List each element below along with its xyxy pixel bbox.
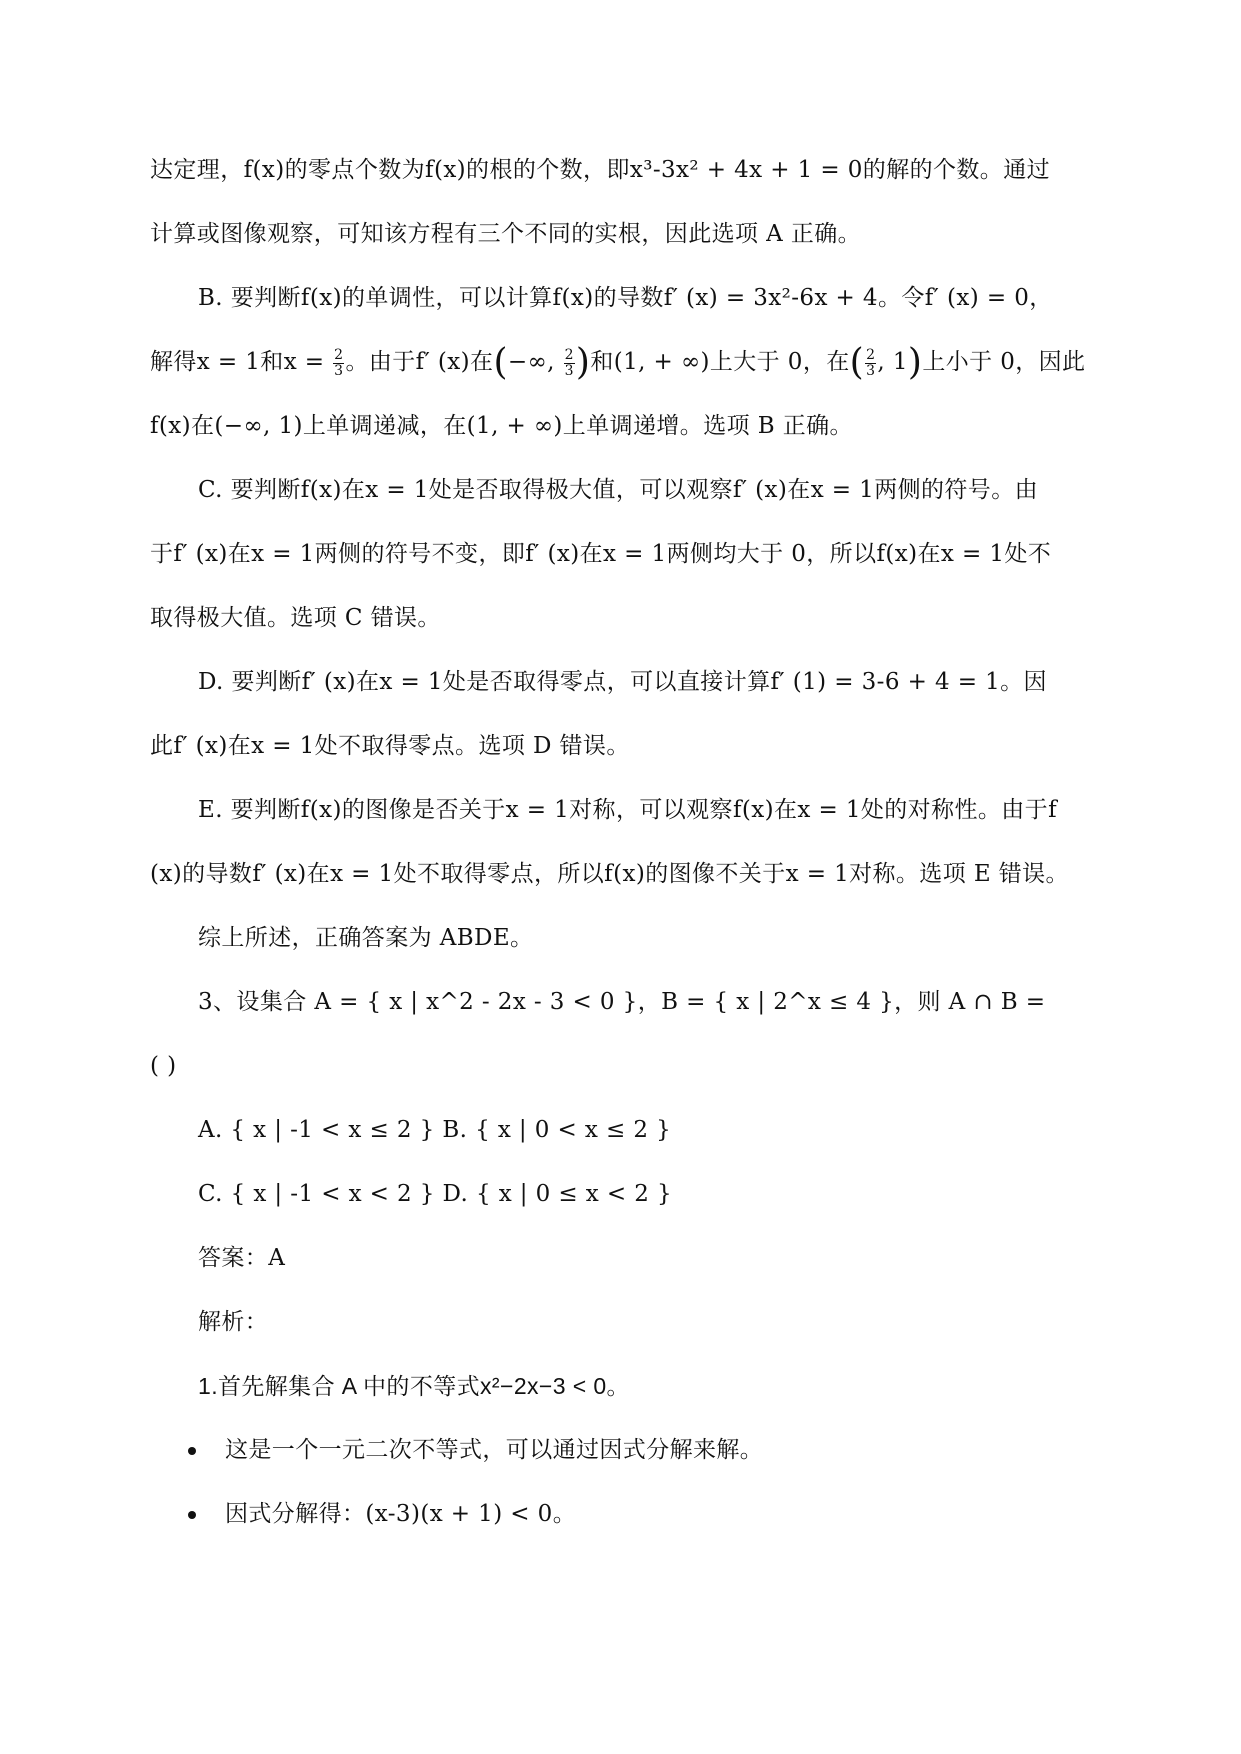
fraction-denominator: 3 bbox=[564, 362, 574, 379]
text-segment: 解得x = 1和x = bbox=[150, 349, 333, 375]
bullet-item bbox=[150, 1418, 1101, 1482]
right-paren: ) bbox=[575, 342, 591, 383]
paragraph-e-line-1: E. 要判断f(x)的图像是否关于x = 1对称，可以观察f(x)在x = 1处的对称性。由于f bbox=[198, 797, 1057, 823]
paragraph-c-line-2: 于f′ (x)在x = 1两侧的符号不变，即f′ (x)在x = 1两侧均大于 0，所以f(x)在x = 1处不 bbox=[150, 541, 1052, 567]
paragraph-c-line-1: C. 要判断f(x)在x = 1处是否取得极大值，可以观察f′ (x)在x = 1两侧的符号。由 bbox=[198, 477, 1038, 503]
paragraph-a-line-2: 计算或图像观察，可知该方程有三个不同的实根，因此选项 A 正确。 bbox=[150, 221, 862, 247]
paragraph-b-line-3: f(x)在(−∞, 1)上单调递减，在(1, + ∞)上单调递增。选项 B 正确。 bbox=[150, 413, 853, 439]
paragraph-c-line-3: 取得极大值。选项 C 错误。 bbox=[150, 605, 441, 631]
bullet-text: 这是一个一元二次不等式，可以通过因式分解来解。 bbox=[225, 1437, 764, 1463]
analysis-label: 解析： bbox=[198, 1309, 269, 1335]
bullet-icon bbox=[188, 1511, 196, 1519]
question-3-options-ab: A. { x | -1 < x ≤ 2 } B. { x | 0 < x ≤ 2 } bbox=[198, 1117, 672, 1143]
text-segment: 上小于 0，因此 bbox=[922, 349, 1086, 375]
fraction-denominator: 3 bbox=[866, 362, 876, 379]
answer-text: 答案：A bbox=[198, 1245, 286, 1271]
fraction-numerator: 2 bbox=[334, 346, 344, 363]
bullet-text: 因式分解得：(x-3)(x + 1) < 0。 bbox=[225, 1501, 577, 1527]
paragraph-a-line-1: 达定理，f(x)的零点个数为f(x)的根的个数，即x³-3x² + 4x + 1 = 0的解的个数。通过 bbox=[150, 157, 1050, 183]
question-3-blank: ( ) bbox=[150, 1053, 177, 1079]
paragraph-d-line-2: 此f′ (x)在x = 1处不取得零点。选项 D 错误。 bbox=[150, 733, 630, 759]
bullet-item bbox=[150, 1482, 1101, 1546]
bullet-icon bbox=[188, 1447, 196, 1455]
text-segment: , 1 bbox=[877, 349, 908, 375]
fraction bbox=[564, 348, 575, 379]
question-3-options-cd: C. { x | -1 < x < 2 } D. { x | 0 ≤ x < 2 } bbox=[198, 1181, 673, 1207]
fraction bbox=[865, 348, 876, 379]
text-segment: 和(1, + ∞)上大于 0，在 bbox=[590, 349, 850, 375]
text-segment: −∞, bbox=[507, 349, 563, 375]
paragraph-b-line-1: B. 要判断f(x)的单调性，可以计算f(x)的导数f′ (x) = 3x²-6x + 4。令f′ (x) = 0， bbox=[198, 285, 1053, 311]
left-paren: ( bbox=[493, 342, 508, 383]
paragraph-e-line-2: (x)的导数f′ (x)在x = 1处不取得零点，所以f(x)的图像不关于x = 1对称。选项 E 错误。 bbox=[150, 861, 1069, 887]
left-paren: ( bbox=[849, 342, 865, 383]
analysis-step-1: 1.首先解集合 A 中的不等式x²−2x−3 < 0。 bbox=[198, 1373, 630, 1399]
fraction-numerator: 2 bbox=[564, 346, 574, 363]
fraction-numerator: 2 bbox=[866, 346, 876, 363]
fraction-denominator: 3 bbox=[334, 362, 344, 379]
fraction bbox=[333, 348, 344, 379]
text-segment: 。由于f′ (x)在 bbox=[345, 349, 494, 375]
question-3-stem: 3、设集合 A = { x | x^2 - 2x - 3 < 0 }，B = { x | 2^x ≤ 4 }，则 A ∩ B = bbox=[198, 989, 1046, 1015]
paragraph-d-line-1: D. 要判断f′ (x)在x = 1处是否取得零点，可以直接计算f′ (1) = 3-6 + 4 = 1。因 bbox=[198, 669, 1047, 695]
summary-text: 综上所述，正确答案为 ABDE。 bbox=[198, 925, 534, 951]
paragraph-b-line-2 bbox=[150, 330, 1101, 394]
right-paren: ) bbox=[907, 342, 923, 383]
